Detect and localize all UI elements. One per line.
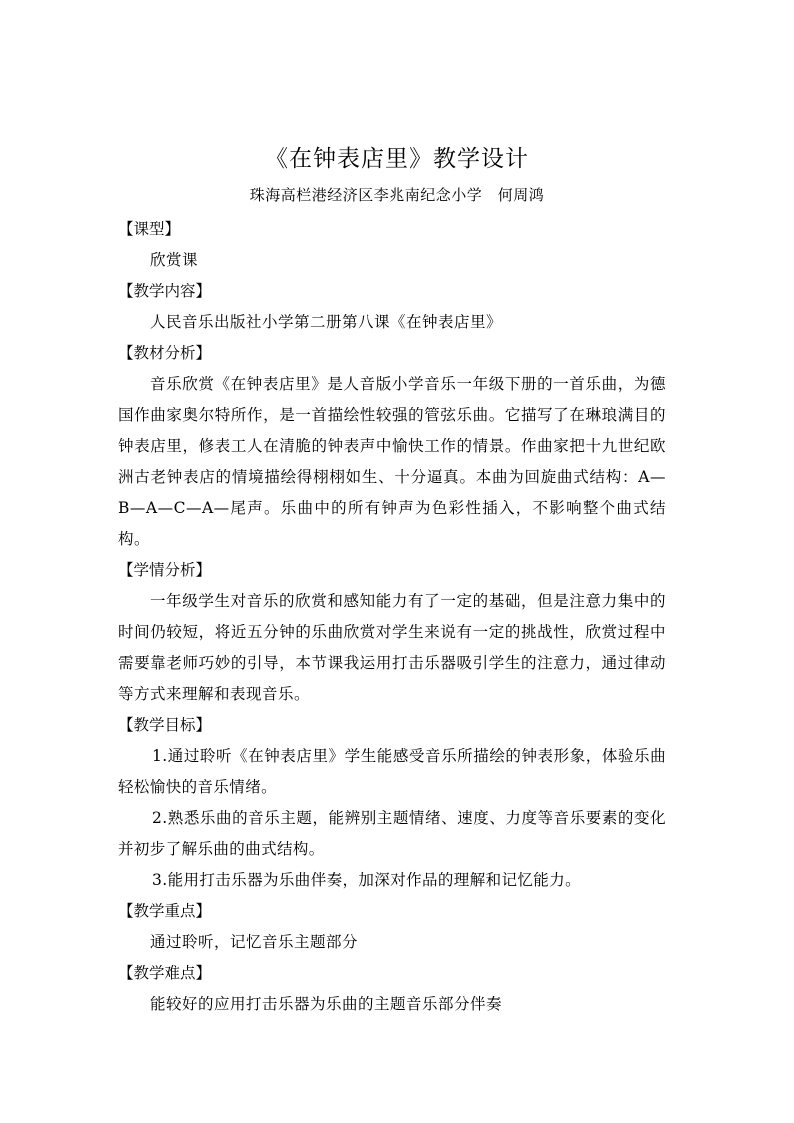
section-heading: 【教学目标】 (118, 716, 212, 734)
goal-item: 3.能用打击乐器为乐曲伴奏，加深对作品的理解和记忆能力。 (152, 871, 581, 889)
goal-item: 2.熟悉乐曲的音乐主题，能辨别主题情绪、速度、力度等音乐要素的变化并初步了解乐曲的曲式结构。 (118, 809, 666, 858)
section-difficulties (118, 958, 666, 1020)
section-paragraph: 能较好的应用打击乐器为乐曲的主题音乐部分伴奏 (150, 995, 503, 1013)
section-paragraph: 欣赏课 (150, 251, 199, 269)
section-heading: 【学情分析】 (118, 561, 212, 579)
section-key-points (118, 896, 666, 958)
goal-item: 1.通过聆听《在钟表店里》学生能感受音乐所描绘的钟表形象，体验乐曲轻松愉快的音乐情绪。 (118, 747, 666, 796)
document-body (118, 214, 666, 1020)
section-heading: 【教学重点】 (118, 902, 212, 920)
author-line: 珠海高栏港经济区李兆南纪念小学 何周鸿 (249, 186, 545, 204)
section-heading: 【教学内容】 (118, 282, 212, 300)
section-teaching-goals (118, 710, 666, 896)
section-student-analysis (118, 555, 666, 710)
document-title: 《在钟表店里》教学设计 (265, 146, 529, 172)
section-paragraph: 音乐欣赏《在钟表店里》是人音版小学音乐一年级下册的一首乐曲，为德国作曲家奥尔特所作，是一首描绘性较强的管弦乐曲。它描写了在琳琅满目的钟表店里，修表工人在清脆的钟表声中愉快工作的情景。作曲家把十九世纪欧洲古老钟表店的情境描绘得栩栩如生、十分逼真。本曲为回旋曲式结构：A—B—A—C—A—尾声。乐曲中的所有钟声为色彩性插入，不影响整个曲式结构。 (118, 375, 666, 548)
section-teaching-content (118, 276, 666, 338)
section-heading: 【教学难点】 (118, 964, 212, 982)
section-heading: 【课型】 (118, 220, 181, 238)
section-material-analysis (118, 338, 666, 555)
section-lesson-type (118, 214, 666, 276)
section-paragraph: 一年级学生对音乐的欣赏和感知能力有了一定的基础，但是注意力集中的时间仍较短，将近五分钟的乐曲欣赏对学生来说有一定的挑战性，欣赏过程中需要靠老师巧妙的引导，本节课我运用打击乐器吸引学生的注意力，通过律动等方式来理解和表现音乐。 (118, 592, 666, 703)
section-heading: 【教材分析】 (118, 344, 212, 362)
section-paragraph: 人民音乐出版社小学第二册第八课《在钟表店里》 (150, 313, 503, 331)
section-paragraph: 通过聆听，记忆音乐主题部分 (150, 933, 359, 951)
